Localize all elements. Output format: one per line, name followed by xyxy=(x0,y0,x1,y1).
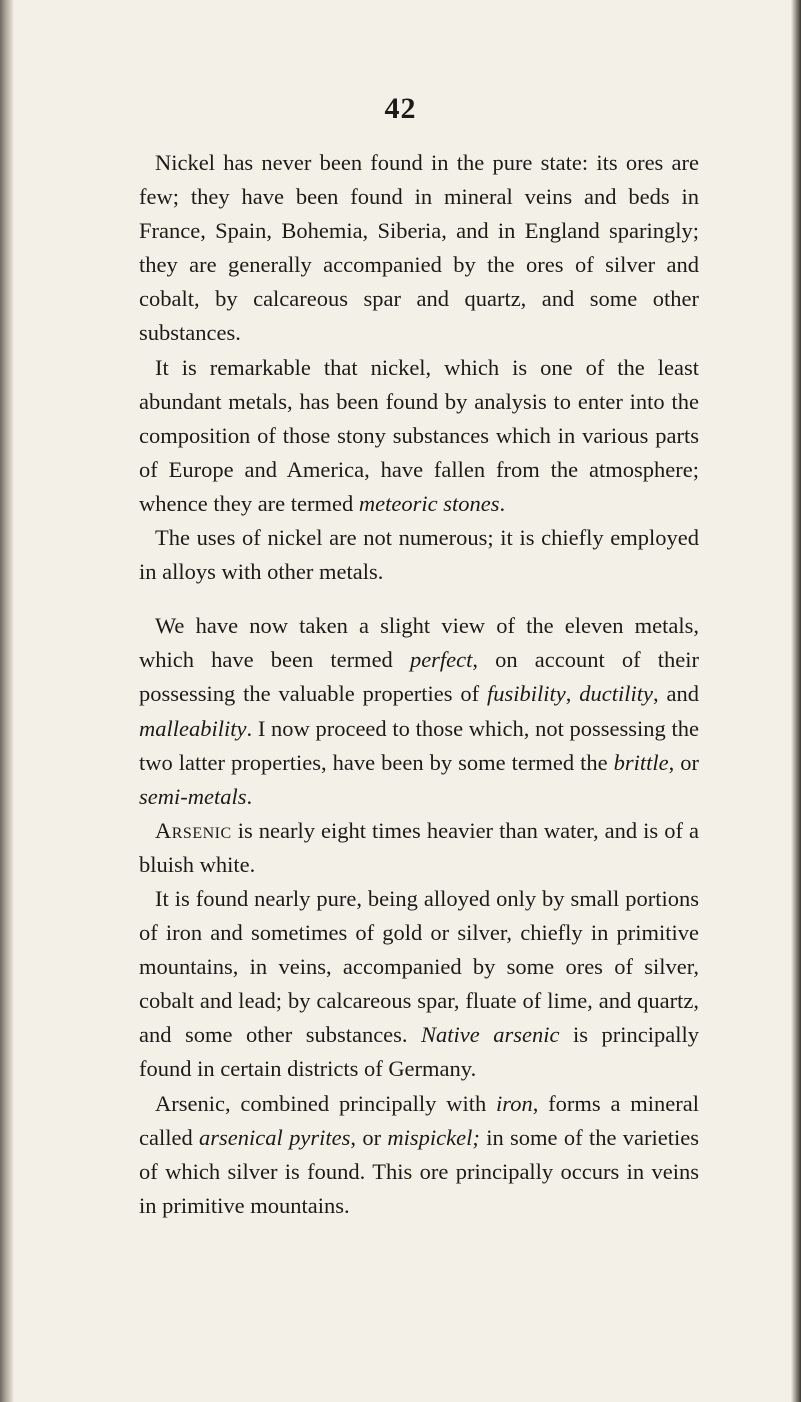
left-binding-shadow xyxy=(0,0,14,1402)
italic-term: brittle xyxy=(613,749,669,775)
paragraph-arsenic-pyrites xyxy=(139,1087,699,1223)
paragraph-text: It is found nearly pure, being alloyed only by small portions of iron and sometimes of gold or silver, chiefly in primitive mountains, in veins, accompanied by some ores of silver, cobalt and lead; by calcareous spar, fluate of lime, and quartz, and some other substances. xyxy=(139,885,699,1048)
italic-term: ductility xyxy=(579,681,654,707)
italic-term: perfect xyxy=(409,647,473,673)
paragraph-text: , and xyxy=(653,681,699,707)
paragraph-text: is nearly eight times heavier than water, and is of a bluish white. xyxy=(139,817,699,877)
italic-term: semi-metals xyxy=(139,783,247,809)
paragraph-text: in some of the varieties of which silver is found. This ore principally occurs in veins in primitive mountains. xyxy=(139,1124,699,1218)
italic-term: arsenical pyrites xyxy=(199,1124,351,1150)
italic-term: mispickel; xyxy=(387,1124,480,1150)
small-caps-heading: Arsenic xyxy=(155,817,232,843)
body-text xyxy=(139,146,699,1223)
italic-term: malleability xyxy=(139,715,247,741)
paragraph-text: Nickel has never been found in the pure state: its ores are few; they have been found in mineral veins and beds in France, Spain, Bohemia, Siberia, and in England sparingly; they are generally accompanied by the ores of silver and cobalt, by calcareous spar and quartz, and some other substances. xyxy=(139,150,699,346)
italic-term: Native arsenic xyxy=(421,1022,560,1048)
paragraph-text: , or xyxy=(350,1124,388,1150)
paragraph-arsenic-weight xyxy=(139,814,699,882)
page-number: 42 xyxy=(384,92,417,125)
paragraph-text: , on account of their possessing the valuable properties of xyxy=(139,647,699,707)
paragraph-text: . xyxy=(246,783,253,809)
paragraph-arsenic-occurrence xyxy=(139,882,699,1087)
right-page-edge xyxy=(791,0,801,1402)
italic-term: fusibility xyxy=(487,681,566,707)
paragraph-text: , forms a mineral called xyxy=(139,1090,699,1150)
paragraph-text: We have now taken a slight view of the eleven metals, which have been termed xyxy=(139,613,699,673)
paragraph-nickel-meteoric xyxy=(139,351,699,521)
italic-term: meteoric stones xyxy=(358,490,500,516)
paragraph-text: . xyxy=(499,490,506,516)
paragraph-text: It is remarkable that nickel, which is one of the least abundant metals, has been found by analysis to enter into the composition of those stony substances which in various parts of Europe and America, have fallen from the atmosphere; whence they are termed xyxy=(139,354,699,516)
paragraph-perfect-metals xyxy=(139,609,699,814)
paragraph-text: , xyxy=(565,681,580,707)
paragraph-nickel-ores xyxy=(139,146,699,351)
paragraph-text: The uses of nickel are not numerous; it is chiefly employed in alloys with other metals. xyxy=(139,525,699,585)
paragraph-text: , or xyxy=(668,749,699,775)
paragraph-text: is principally found in certain districts of Germany. xyxy=(139,1022,699,1082)
italic-term: iron xyxy=(496,1090,533,1116)
paragraph-text: . I now proceed to those which, not possessing the two latter properties, have been by some termed the xyxy=(139,715,699,775)
paragraph-nickel-uses xyxy=(139,521,699,589)
paragraph-text: Arsenic, combined principally with xyxy=(155,1090,497,1116)
